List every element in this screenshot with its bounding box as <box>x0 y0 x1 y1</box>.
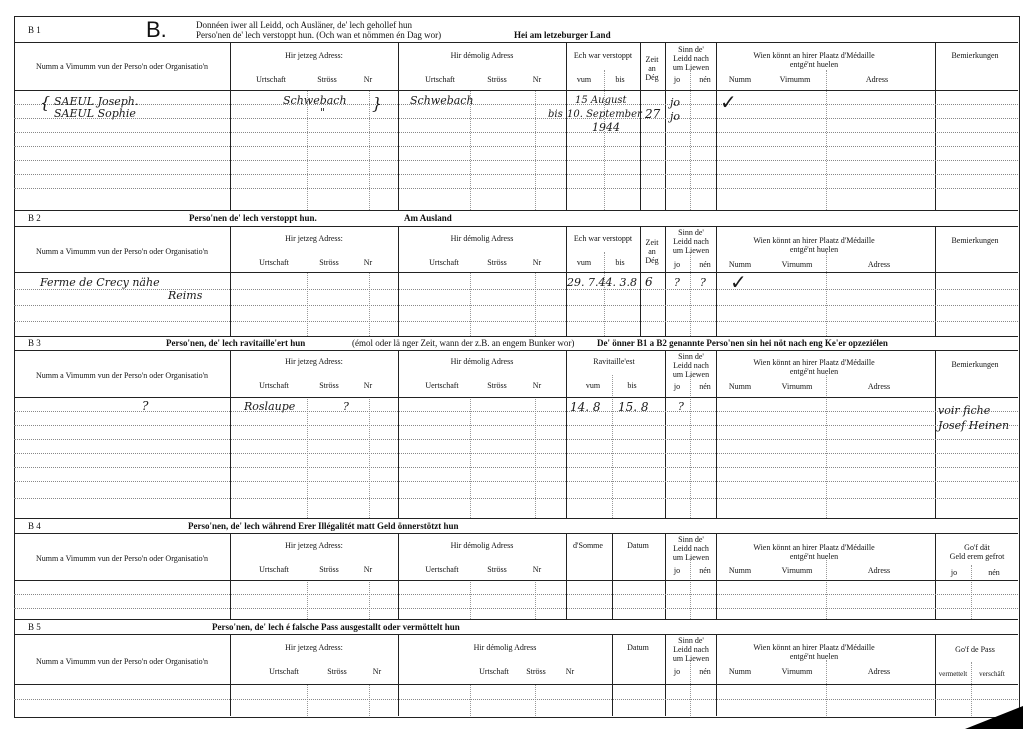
number-header: Nr <box>532 75 542 84</box>
b3-remark-2: Josef Heinen <box>938 419 1010 432</box>
procured-header: verschäft <box>979 670 1005 678</box>
from-header: vum <box>585 381 601 390</box>
street-header: Ströss <box>487 381 507 390</box>
current-address-header: Hir jetzeg Adress: <box>285 357 343 366</box>
mediated-header: vermettelt <box>938 670 968 678</box>
survival-header: um Liewen <box>672 246 710 255</box>
street-header: Ströss <box>317 75 337 84</box>
yes-header: jo <box>673 667 681 676</box>
medal-address-header: Adress <box>867 382 891 391</box>
remarks-header: Bemierkungen <box>951 360 999 369</box>
from-header: vum <box>576 75 592 84</box>
place-header: Urtschaft <box>425 75 455 84</box>
b3-to: 15. 8 <box>618 400 649 414</box>
from-header: vum <box>576 258 592 267</box>
no-header: nén <box>699 260 711 269</box>
b3-survival: ? <box>678 400 684 413</box>
medal-firstname-header: Virnumm <box>779 75 811 84</box>
yes-header: jo <box>950 568 958 577</box>
form-letter: B. <box>146 17 167 42</box>
medal-header: Wien könnt an hirer Plaatz d'Médaille <box>753 358 875 367</box>
name-column-header: Numm a Vimumm vun der Perso'n oder Organisatio'n <box>35 247 209 256</box>
current-address-header: Hir jetzeg Adress: <box>285 234 343 243</box>
b2-days: 6 <box>645 275 653 289</box>
b3-place-question: ? <box>343 400 349 413</box>
b1-name-2: SAEUL Sophie <box>54 107 136 120</box>
questionnaire-form <box>14 16 1020 718</box>
medal-firstname-header: Virnumm <box>781 260 813 269</box>
survival-header: um Liewen <box>672 63 710 72</box>
money-returned-header: Geld erem gefrot <box>949 552 1005 561</box>
medal-header: Wien könnt an hirer Plaatz d'Médaille <box>753 51 875 60</box>
no-header: nén <box>699 382 711 391</box>
section-title-b4: Perso'nen, de' lech während Erer Illégalitét matt Geld önnerstötzt hun <box>188 521 459 531</box>
b3-from: 14. 8 <box>570 400 601 414</box>
form-heading-line1: Donnéen iwer all Leidd, och Ausläner, de' lech gehollef hun <box>196 20 412 30</box>
b3-place: Roslaupe <box>244 400 296 413</box>
survival-header: Sinn de' <box>678 45 704 54</box>
medal-address-header: Adress <box>865 75 889 84</box>
medal-name-header: Numm <box>728 566 752 575</box>
former-address-header: Hir démolig Adress <box>450 541 514 550</box>
section-note2-b3: De' önner B1 a B2 genannte Perso'nen sin hei nöt nach eng Ke'er opzeziélen <box>597 338 888 348</box>
duration-header: an <box>648 64 656 73</box>
b1-hidden-prefix: bis <box>548 109 563 120</box>
remarks-header: Bemierkungen <box>951 236 999 245</box>
duration-header: Dég <box>645 73 659 82</box>
street-header: Ströss <box>319 565 339 574</box>
medal-address-header: Adress <box>867 260 891 269</box>
section-title-b2: Perso'nen de' lech verstoppt hun. <box>189 213 317 223</box>
street-header: Ströss <box>319 381 339 390</box>
section-code-b1: B 1 <box>28 25 41 35</box>
to-header: bis <box>627 381 637 390</box>
b1-yes-2: jo <box>670 110 681 123</box>
current-address-header: Hir jetzeg Adress: <box>285 541 343 550</box>
name-column-header: Numm a Vimumm vun der Perso'n oder Organisatio'n <box>35 554 209 563</box>
survival-header: um Liewen <box>672 654 710 663</box>
survival-header: Leidd nach <box>673 237 709 246</box>
former-address-header: Hir démolig Adress <box>450 357 514 366</box>
hidden-header: Ech war verstoppt <box>573 234 633 243</box>
survival-header: Leidd nach <box>673 361 709 370</box>
medal-firstname-header: Virnumm <box>781 382 813 391</box>
medal-header: entgé'nt huelen <box>789 245 839 254</box>
date-header: Datum <box>627 541 649 550</box>
name-column-header: Numm a Vimumm vun der Perso'n oder Organisatio'n <box>35 371 209 380</box>
number-header: Nr <box>363 381 373 390</box>
no-header: nén <box>699 566 711 575</box>
section-code-b2: B 2 <box>28 213 41 223</box>
survival-header: um Liewen <box>672 370 710 379</box>
b2-dates: 29. 7.44. 3.8 <box>567 276 637 289</box>
survival-header: Sinn de' <box>678 352 704 361</box>
brace-mark: } <box>372 94 383 113</box>
survival-header: Sinn de' <box>678 636 704 645</box>
duration-header: an <box>648 247 656 256</box>
medal-name-header: Numm <box>728 75 752 84</box>
yes-header: jo <box>673 382 681 391</box>
street-header: Ströss <box>526 667 546 676</box>
medal-header: Wien könnt an hirer Plaatz d'Médaille <box>753 643 875 652</box>
street-header: Ströss <box>487 75 507 84</box>
place-header: Urtschaft <box>259 565 289 574</box>
b2-name-2: Reims <box>168 289 203 302</box>
number-header: Nr <box>532 565 542 574</box>
place-header: Urtschaft <box>259 258 289 267</box>
survival-header: Sinn de' <box>678 228 704 237</box>
no-header: nén <box>699 75 711 84</box>
current-address-header: Hir jetzeg Adress: <box>285 643 343 652</box>
yes-header: jo <box>673 260 681 269</box>
duration-header: Zeit <box>645 238 659 247</box>
place-header: Urtschaft <box>269 667 299 676</box>
duration-header: Dég <box>645 256 659 265</box>
number-header: Nr <box>363 565 373 574</box>
form-heading-tag: Hei am letzeburger Land <box>514 30 611 40</box>
to-header: bis <box>615 75 625 84</box>
survival-header: Leidd nach <box>673 645 709 654</box>
place-header: Urtschaft <box>479 667 509 676</box>
section-tag-b2: Am Ausland <box>404 213 452 223</box>
b3-name: ? <box>142 399 149 413</box>
number-header: Nr <box>372 667 382 676</box>
yes-header: jo <box>673 566 681 575</box>
medal-header: entgé'nt huelen <box>789 552 839 561</box>
medal-header: entgé'nt huelen <box>789 367 839 376</box>
place-header: Uertschaft <box>425 381 459 390</box>
former-address-header: Hir démolig Adress <box>450 51 514 60</box>
section-note-b3: (émol oder lä nger Zeit, wann der z.B. an engem Bunker wor) <box>352 338 575 348</box>
street-header: Ströss <box>487 565 507 574</box>
medal-address-header: Adress <box>867 566 891 575</box>
b1-hidden-from: 15 August <box>575 95 627 106</box>
survival-header: Sinn de' <box>678 535 704 544</box>
section-title-b5: Perso'nen, de' lech é falsche Pass ausgestallt oder vermöttelt hun <box>212 622 460 632</box>
street-header: Ströss <box>487 258 507 267</box>
place-header: Uertschaft <box>425 565 459 574</box>
number-header: Nr <box>363 258 373 267</box>
checkmark-icon: ✓ <box>730 270 747 294</box>
b1-hidden-to: 10. September <box>567 109 642 120</box>
b3-remark-1: voir fiche <box>938 404 991 417</box>
former-address-header: Hir démolig Adress <box>450 234 514 243</box>
section-title-b3: Perso'nen, de' lech ravitaille'ert hun <box>166 338 306 348</box>
survival-header: Leidd nach <box>673 54 709 63</box>
b1-current-place: Schwebach <box>283 94 347 107</box>
amount-header: d'Somme <box>573 541 603 550</box>
section-code-b3: B 3 <box>28 338 41 348</box>
remarks-header: Bemierkungen <box>951 51 999 60</box>
brace-mark: { <box>40 93 51 112</box>
number-header: Nr <box>532 258 542 267</box>
medal-header: Wien könnt an hirer Plaatz d'Médaille <box>753 543 875 552</box>
medal-firstname-header: Virnumm <box>781 667 813 676</box>
survival-header: um Liewen <box>672 553 710 562</box>
supplied-header: Ravitaille'est <box>593 357 635 366</box>
number-header: Nr <box>532 381 542 390</box>
former-address-header: Hir démolig Adress <box>473 643 537 652</box>
place-header: Urtschaft <box>256 75 286 84</box>
place-header: Urtschaft <box>429 258 459 267</box>
to-header: bis <box>615 258 625 267</box>
medal-name-header: Numm <box>728 260 752 269</box>
b1-yes-1: jo <box>670 96 681 109</box>
money-returned-header: Go'f dät <box>964 543 990 552</box>
b2-yes: ? <box>674 276 680 289</box>
number-header: Nr <box>565 667 575 676</box>
b2-name-1: Ferme de Crecy nähe <box>40 276 160 289</box>
duration-header: Zeit <box>645 55 659 64</box>
number-header: Nr <box>363 75 373 84</box>
name-column-header: Numm a Vimumm vun der Perso'n oder Organisatio'n <box>35 62 209 71</box>
current-address-header: Hir jetzeg Adress: <box>285 51 343 60</box>
street-header: Ströss <box>319 258 339 267</box>
yes-header: jo <box>673 75 681 84</box>
hidden-header: Ech war verstoppt <box>573 51 633 60</box>
medal-header: entgé'nt huelen <box>789 652 839 661</box>
medal-address-header: Adress <box>867 667 891 676</box>
medal-firstname-header: Virnumm <box>781 566 813 575</box>
no-header: nén <box>699 667 711 676</box>
b1-days: 27 <box>645 107 661 121</box>
form-heading-line2: Perso'nen de' lech verstoppt hun. (Och wan et nömmen én Dag wor) <box>196 30 442 40</box>
no-header: nén <box>988 568 1000 577</box>
section-code-b4: B 4 <box>28 521 41 531</box>
date-header: Datum <box>627 643 649 652</box>
b1-former-place: Schwebach <box>410 94 474 107</box>
b1-name-1: SAEUL Joseph. <box>54 95 139 108</box>
b1-hidden-year: 1944 <box>592 121 620 134</box>
name-column-header: Numm a Vimumm vun der Perso'n oder Organisatio'n <box>35 657 209 666</box>
medal-header: entgé'nt huelen <box>789 60 839 69</box>
b1-current-ditto: " <box>320 106 326 119</box>
scan-corner <box>965 706 1023 729</box>
street-header: Ströss <box>327 667 347 676</box>
medal-name-header: Numm <box>728 667 752 676</box>
place-header: Urtschaft <box>259 381 289 390</box>
checkmark-icon: ✓ <box>720 90 737 114</box>
medal-name-header: Numm <box>728 382 752 391</box>
passport-header: Go'f de Pass <box>955 645 995 654</box>
medal-header: Wien könnt an hirer Plaatz d'Médaille <box>753 236 875 245</box>
section-code-b5: B 5 <box>28 622 41 632</box>
survival-header: Leidd nach <box>673 544 709 553</box>
b2-no: ? <box>700 276 706 289</box>
